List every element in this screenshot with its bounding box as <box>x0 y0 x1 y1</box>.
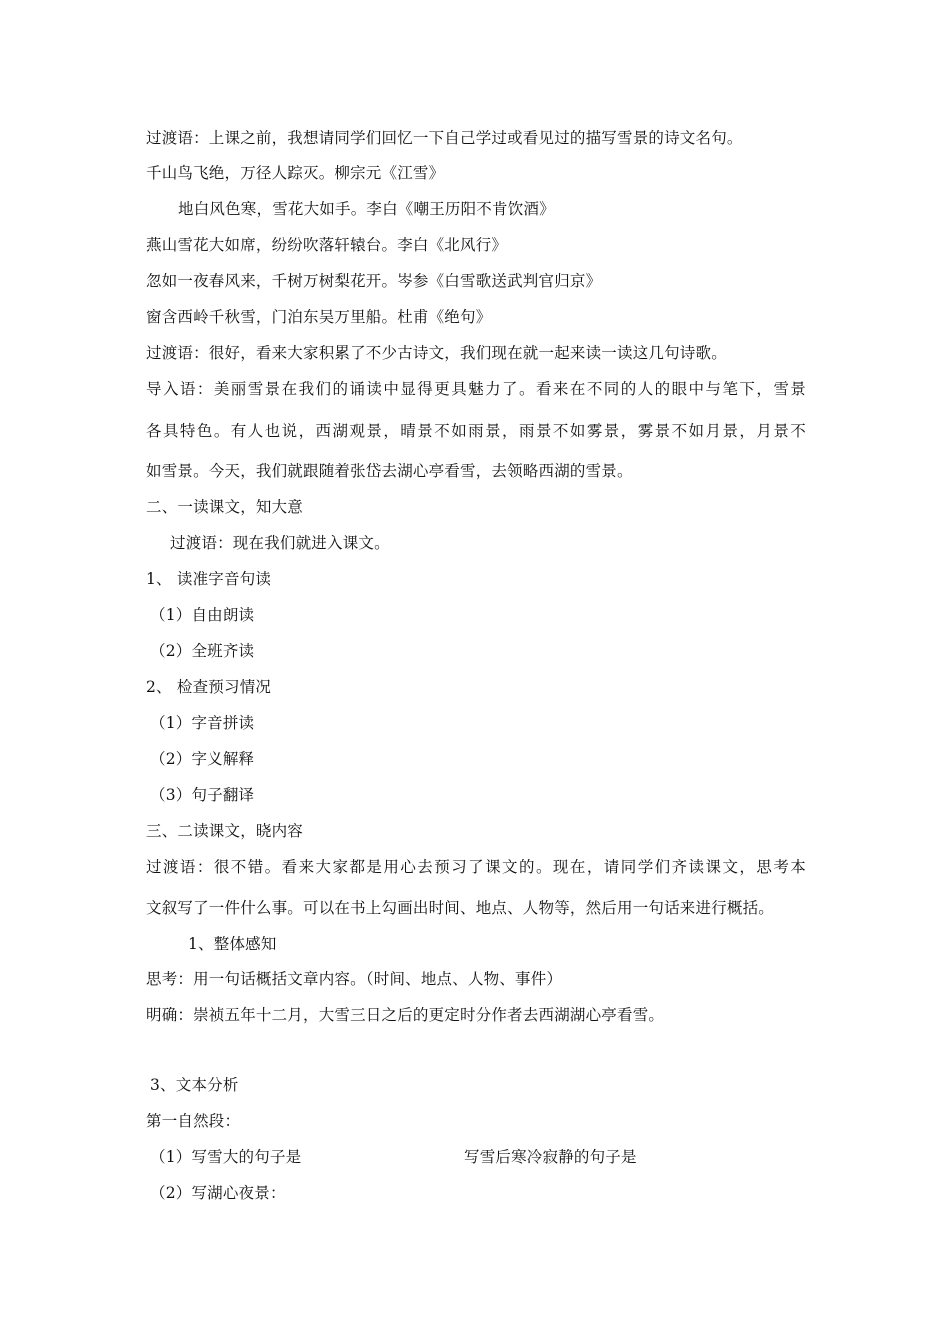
section-heading: 三、二读课文，晓内容 <box>146 822 304 840</box>
text-line: 思考：用一句话概括文章内容。（时间、地点、人物、事件） <box>146 970 563 988</box>
poem-line: 千山鸟飞绝，万径人踪灭。柳宗元《江雪》 <box>146 164 445 182</box>
list-item: 1、整体感知 <box>188 935 277 953</box>
text-line: 写雪后寒冷寂静的句子是 <box>464 1148 637 1166</box>
text-line: 文叙写了一件什么事。可以在书上勾画出时间、地点、人物等，然后用一句话来进行概括。 <box>146 899 775 917</box>
text-line: 过渡语：上课之前，我想请同学们回忆一下自己学过或看见过的描写雪景的诗文名句。 <box>146 129 743 147</box>
poem-line: 燕山雪花大如席，纷纷吹落轩辕台。李白《北风行》 <box>146 236 508 254</box>
poem-line: 窗含西岭千秋雪，门泊东吴万里船。杜甫《绝句》 <box>146 308 492 326</box>
text-line: 导入语：美丽雪景在我们的诵读中显得更具魅力了。看来在不同的人的眼中与笔下，雪景 <box>146 380 806 398</box>
text-line: 第一自然段： <box>146 1112 241 1130</box>
list-item: （1）字音拼读 <box>150 714 255 732</box>
list-item: 3、文本分析 <box>150 1076 239 1094</box>
section-heading: 二、一读课文，知大意 <box>146 498 304 516</box>
list-item: （3）句子翻译 <box>150 786 255 804</box>
text-line: 如雪景。今天，我们就跟随着张岱去湖心亭看雪，去领略西湖的雪景。 <box>146 462 633 480</box>
text-line: 过渡语：很不错。看来大家都是用心去预习了课文的。现在，请同学们齐读课文，思考本 <box>146 858 806 876</box>
list-item: （2）字义解释 <box>150 750 255 768</box>
text-line: 过渡语：很好，看来大家积累了不少古诗文，我们现在就一起来读一读这几句诗歌。 <box>146 344 727 362</box>
text-line: 过渡语：现在我们就进入课文。 <box>170 534 390 552</box>
list-item: （1）自由朗读 <box>150 606 255 624</box>
list-item: （2）全班齐读 <box>150 642 255 660</box>
text-line: 各具特色。有人也说，西湖观景，晴景不如雨景，雨景不如雾景，雾景不如月景，月景不 <box>146 422 806 440</box>
list-item: （1）写雪大的句子是 <box>150 1148 302 1166</box>
list-item: （2）写湖心夜景： <box>150 1184 286 1202</box>
text-line: 明确：崇祯五年十二月，大雪三日之后的更定时分作者去西湖湖心亭看雪。 <box>146 1006 665 1024</box>
list-item: 2、 检查预习情况 <box>146 678 272 696</box>
poem-line: 地白风色寒，雪花大如手。李白《嘲王历阳不肯饮酒》 <box>178 200 555 218</box>
poem-line: 忽如一夜春风来，千树万树梨花开。岑参《白雪歌送武判官归京》 <box>146 272 602 290</box>
list-item: 1、 读准字音句读 <box>146 570 272 588</box>
